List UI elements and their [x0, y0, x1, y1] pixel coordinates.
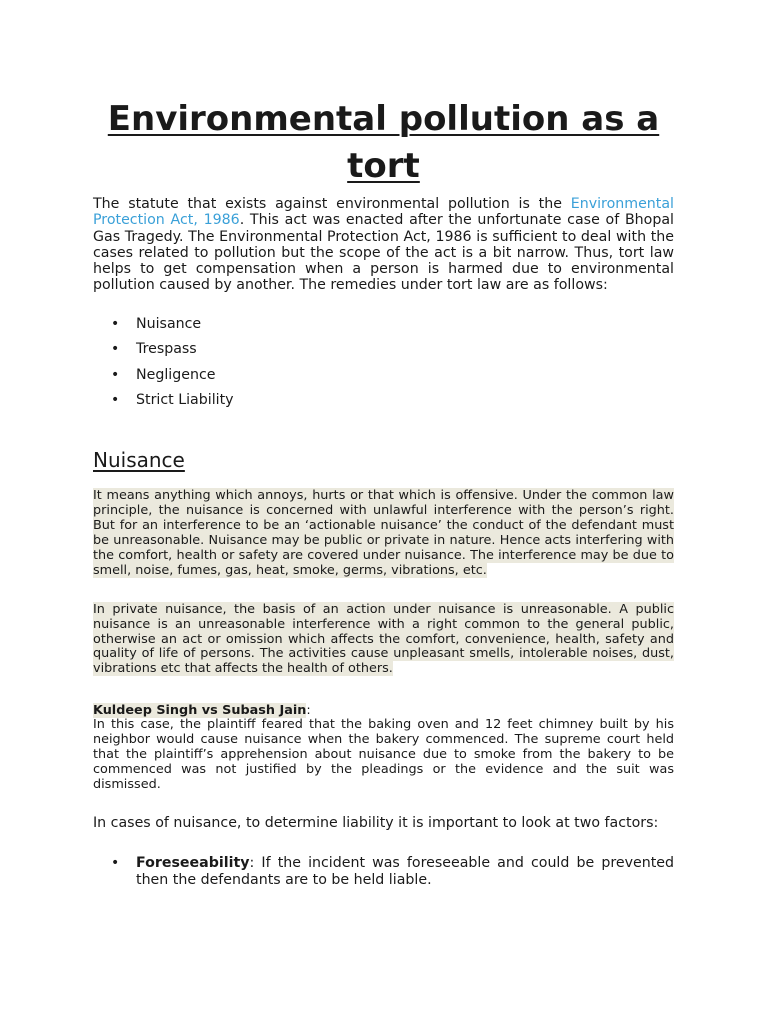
bullet-icon: •: [111, 315, 120, 332]
factor-term: Foreseeability: [136, 855, 250, 872]
nuisance-definition-paragraph: [93, 489, 674, 578]
list-item: [93, 316, 674, 332]
factors-list: [93, 855, 674, 889]
remedies-list: [93, 316, 674, 409]
bullet-icon: •: [111, 366, 120, 383]
environmental-protection-act-link[interactable]: Environmental Protection Act, 1986: [93, 196, 674, 229]
document-page: [93, 0, 674, 889]
page-title: Environmental pollution as a tort: [107, 99, 660, 186]
case-title: [93, 703, 674, 718]
private-public-nuisance-paragraph: [93, 603, 674, 678]
list-item: [93, 855, 674, 889]
case-name: Kuldeep Singh vs Subash Jain: [93, 703, 307, 719]
bullet-icon: •: [111, 341, 120, 358]
list-item: [93, 341, 674, 357]
remedy-label: Negligence: [136, 366, 216, 383]
list-item: [93, 367, 674, 383]
intro-paragraph: [93, 196, 674, 294]
nuisance-definition-text: It means anything which annoys, hurts or that which is offensive. Under the common law principle, the nuisance is concerned with unlawful interference with the person’s right. But for an interference to be an ‘actionable nuisance’ the conduct of the defendant must be unreasonable. Nuisance may be public or private in nature. Hence acts interfering with the comfort, health or safety are covered under nuisance. The interference may be due to smell, noise, fumes, gas, heat, smoke, germs, vibrations, etc.: [93, 488, 674, 578]
remedy-label: Nuisance: [136, 315, 202, 332]
remedy-label: Trespass: [136, 341, 197, 358]
list-item: [93, 392, 674, 408]
remedy-label: Strict Liability: [136, 392, 234, 409]
case-body: In this case, the plaintiff feared that the baking oven and 12 feet chimney built by his neighbor would cause nuisance when the bakery commenced. The supreme court held that the plaintiff’s apprehension about nuisance due to smoke from the bakery to be commenced was not justified by the pleadings or the evidence and the suit was dismissed.: [93, 717, 674, 792]
intro-text-before: The statute that exists against environmental pollution is the: [93, 196, 571, 212]
bullet-icon: •: [111, 855, 120, 872]
nuisance-heading: Nuisance: [93, 448, 185, 473]
private-public-nuisance-text: In private nuisance, the basis of an action under nuisance is unreasonable. A public nuisance is an unreasonable interference with a right common to the general public, otherwise an act or omission which affects the comfort, convenience, health, safety and quality of life of persons. The activities cause unpleasant smells, intolerable noises, dust, vibrations etc that affects the health of others.: [93, 601, 674, 677]
factors-intro-paragraph: In cases of nuisance, to determine liability it is important to look at two factors:: [93, 814, 659, 831]
factor-text: : If the incident was foreseeable and could be prevented then the defendants are to be held liable.: [136, 855, 674, 889]
case-colon: :: [306, 703, 311, 719]
bullet-icon: •: [111, 392, 120, 409]
intro-text-after: . This act was enacted after the unfortunate case of Bhopal Gas Tragedy. The Environmental Protection Act, 1986 is sufficient to deal with the cases related to pollution but the scope of the act is a bit narrow. Thus, tort law helps to get compensation when a person is harmed due to environmental pollution caused by another. The remedies under tort law are as follows:: [93, 212, 674, 294]
